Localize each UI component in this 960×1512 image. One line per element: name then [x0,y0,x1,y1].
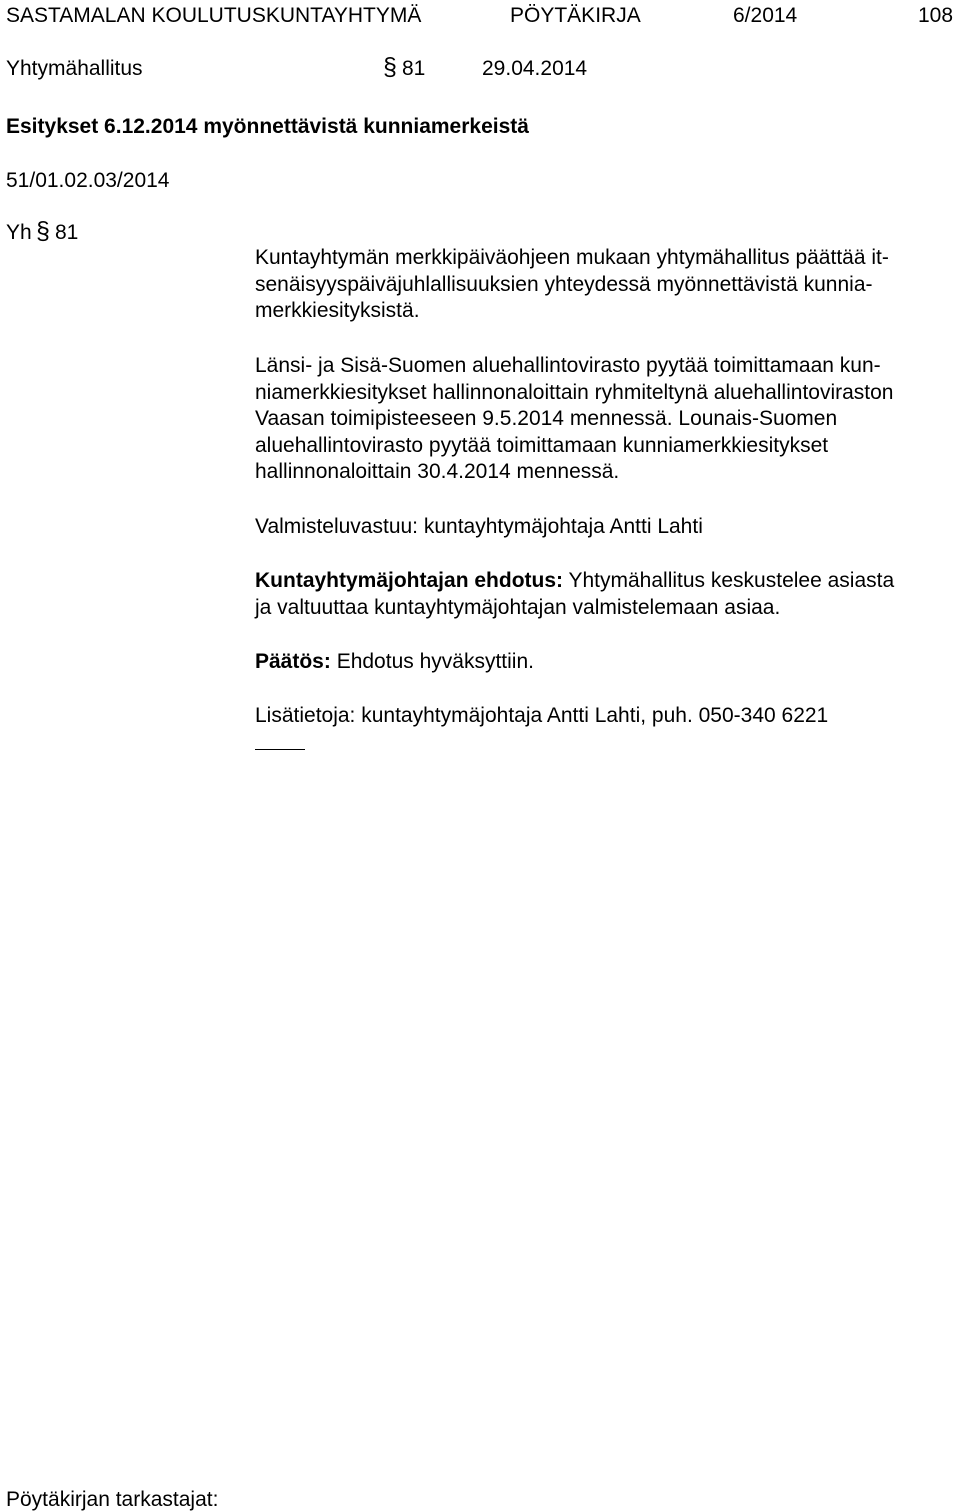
proposal-line-1 [255,570,894,591]
paragraph-request [255,353,960,486]
end-rule [255,749,305,750]
item-code-number: 81 [55,221,79,244]
body-name: Yhtymähallitus [6,57,143,80]
paragraph-line: hallinnonaloittain 30.4.2014 mennessä. [255,460,620,484]
decision-text: Ehdotus hyväksyttiin. [330,650,534,673]
paragraph-line: merkkiesityksistä. [255,299,420,323]
paragraph-line: senäisyyspäiväjuhlallisuuksien yhteydessä myönnettävistä kunnia- [255,272,873,296]
item-code-prefix: Yh [6,221,32,244]
meeting-date: 29.04.2014 [482,57,588,80]
document-type: PÖYTÄKIRJA [510,4,641,27]
organization-name: SASTAMALAN KOULUTUSKUNTAYHTYMÄ [6,4,422,27]
decision-line [255,651,534,672]
section-number: 81 [402,57,426,80]
paragraph-line: Vaasan toimipisteeseen 9.5.2014 mennessä. Lounais-Suomen [255,407,838,431]
paragraph-background [255,245,960,325]
document-number: 6/2014 [733,4,798,27]
paragraph-line: aluehallintovirasto pyytää toimittamaan kunniamerkkiesitykset [255,433,829,457]
paragraph-line: Kuntayhtymän merkkipäiväohjeen mukaan yhtymähallitus päättää it- [255,246,889,269]
item-reference: 51/01.02.03/2014 [6,169,170,192]
item-code-symbol: § [36,217,50,245]
reviewers-label: Pöytäkirjan tarkastajat: [6,1488,219,1511]
preparer-line: Valmisteluvastuu: kuntayhtymäjohtaja Antti Lahti [255,515,703,538]
proposal-label: Kuntayhtymäjohtajan ehdotus: [255,569,564,592]
paragraph-line: niamerkkiesitykset hallinnonaloittain ryhmiteltynä aluehallintoviraston [255,380,894,404]
contact-info: Lisätietoja: kuntayhtymäjohtaja Antti Lahti, puh. 050-340 6221 [255,704,829,727]
item-title: Esitykset 6.12.2014 myönnettävistä kunniamerkeistä [6,115,529,138]
page-number: 108 [918,4,954,27]
proposal-line-2: ja valtuuttaa kuntayhtymäjohtajan valmistelemaan asiaa. [255,596,781,619]
decision-label: Päätös: [255,650,331,673]
section-symbol: § [383,53,397,81]
proposal-text: Yhtymähallitus keskustelee asiasta [563,569,895,592]
paragraph-line: Länsi- ja Sisä-Suomen aluehallintovirasto pyytää toimittamaan kun- [255,354,881,377]
